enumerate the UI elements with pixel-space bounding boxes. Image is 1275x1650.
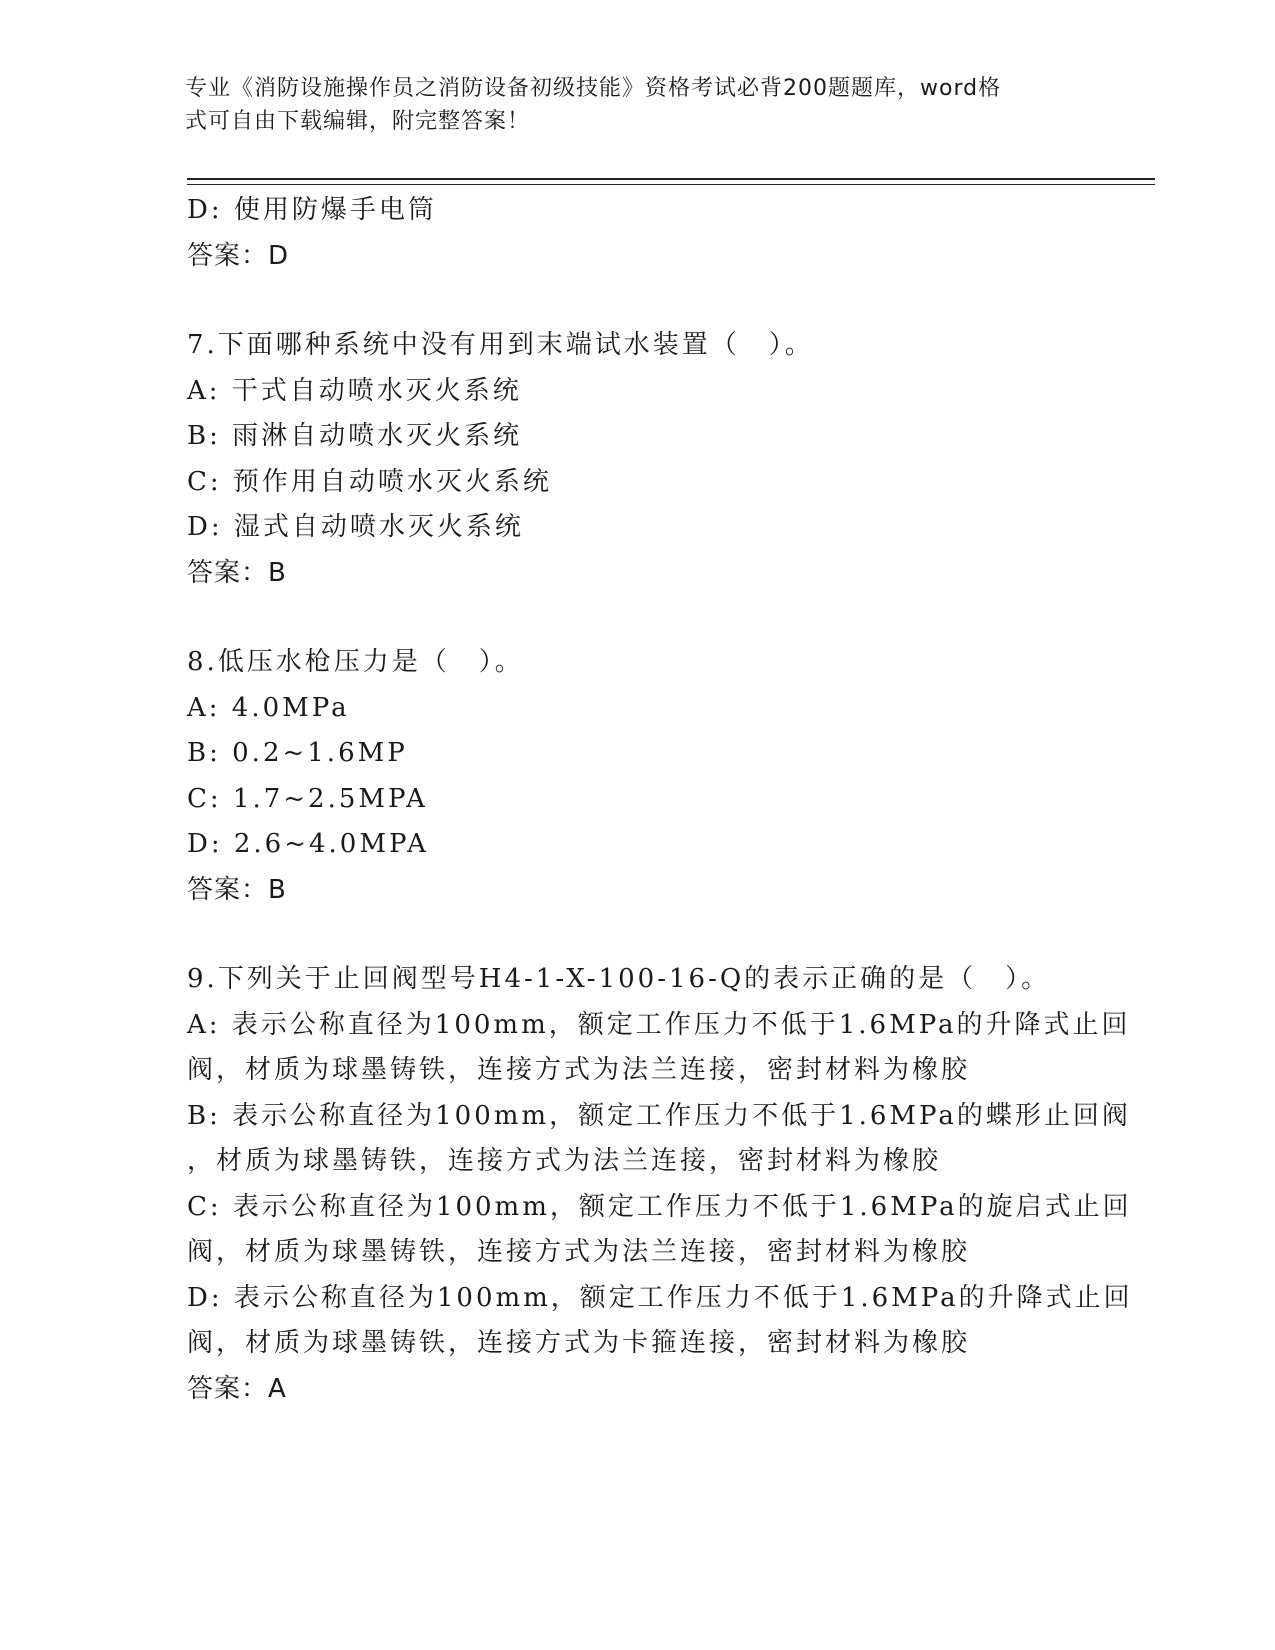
answer: 答案：A (187, 1373, 287, 1404)
option-a-line-2: 阀，材质为球墨铸铁，连接方式为法兰连接，密封材料为橡胶 (187, 1055, 971, 1085)
document-header (185, 72, 1065, 138)
option-b-line-1: B: 表示公称直径为100mm，额定工作压力不低于1.6MPa的蝶形止回阀 (187, 1100, 1131, 1131)
spacer (187, 279, 1087, 323)
question-stem: 8.低压水枪压力是（ ）。 (187, 647, 524, 677)
spacer (187, 913, 1087, 957)
spacer (187, 596, 1087, 640)
option-d: D: 湿式自动喷水灭火系统 (187, 512, 524, 542)
option-d: D: 2.6~4.0MPA (187, 829, 429, 859)
option-a-line-1: A: 表示公称直径为100mm，额定工作压力不低于1.6MPa的升降式止回 (187, 1009, 1131, 1040)
prev-answer: 答案：D (187, 240, 290, 271)
option-c-line-1: C: 表示公称直径为100mm，额定工作压力不低于1.6MPa的旋启式止回 (187, 1191, 1132, 1222)
option-d-line-2: 阀，材质为球墨铸铁，连接方式为卡箍连接，密封材料为橡胶 (187, 1328, 971, 1358)
option-b: B: 雨淋自动喷水灭火系统 (187, 421, 523, 451)
question-7 (187, 323, 1087, 596)
option-c-line-2: 阀，材质为球墨铸铁，连接方式为法兰连接，密封材料为橡胶 (187, 1237, 971, 1267)
header-line-2: 式可自由下载编辑，附完整答案！ (185, 109, 531, 134)
question-8 (187, 640, 1087, 913)
answer: 答案：B (187, 874, 287, 905)
option-d-line-1: D: 表示公称直径为100mm，额定工作压力不低于1.6MPa的升降式止回 (187, 1282, 1133, 1313)
answer: 答案：B (187, 557, 287, 588)
option-b-line-2: ，材质为球墨铸铁，连接方式为法兰连接，密封材料为橡胶 (187, 1146, 942, 1176)
option-b: B: 0.2~1.6MP (187, 738, 408, 768)
question-stem: 9.下列关于止回阀型号H4-1-X-100-16-Q的表示正确的是（ ）。 (187, 964, 1051, 994)
option-a: A: 干式自动喷水灭火系统 (187, 375, 522, 406)
question-stem: 7.下面哪种系统中没有用到末端试水装置（ ）。 (187, 330, 814, 360)
prev-option-d: D: 使用防爆手电筒 (187, 195, 437, 225)
header-line-1: 专业《消防设施操作员之消防设备初级技能》资格考试必背200题题库，word格 (185, 76, 1002, 101)
question-content (187, 188, 1133, 1412)
question-9 (187, 957, 1133, 1412)
option-c: C: 预作用自动喷水灭火系统 (187, 466, 552, 497)
header-divider (187, 178, 1155, 185)
option-c: C: 1.7~2.5MPA (187, 783, 428, 814)
option-a: A: 4.0MPa (187, 692, 350, 723)
